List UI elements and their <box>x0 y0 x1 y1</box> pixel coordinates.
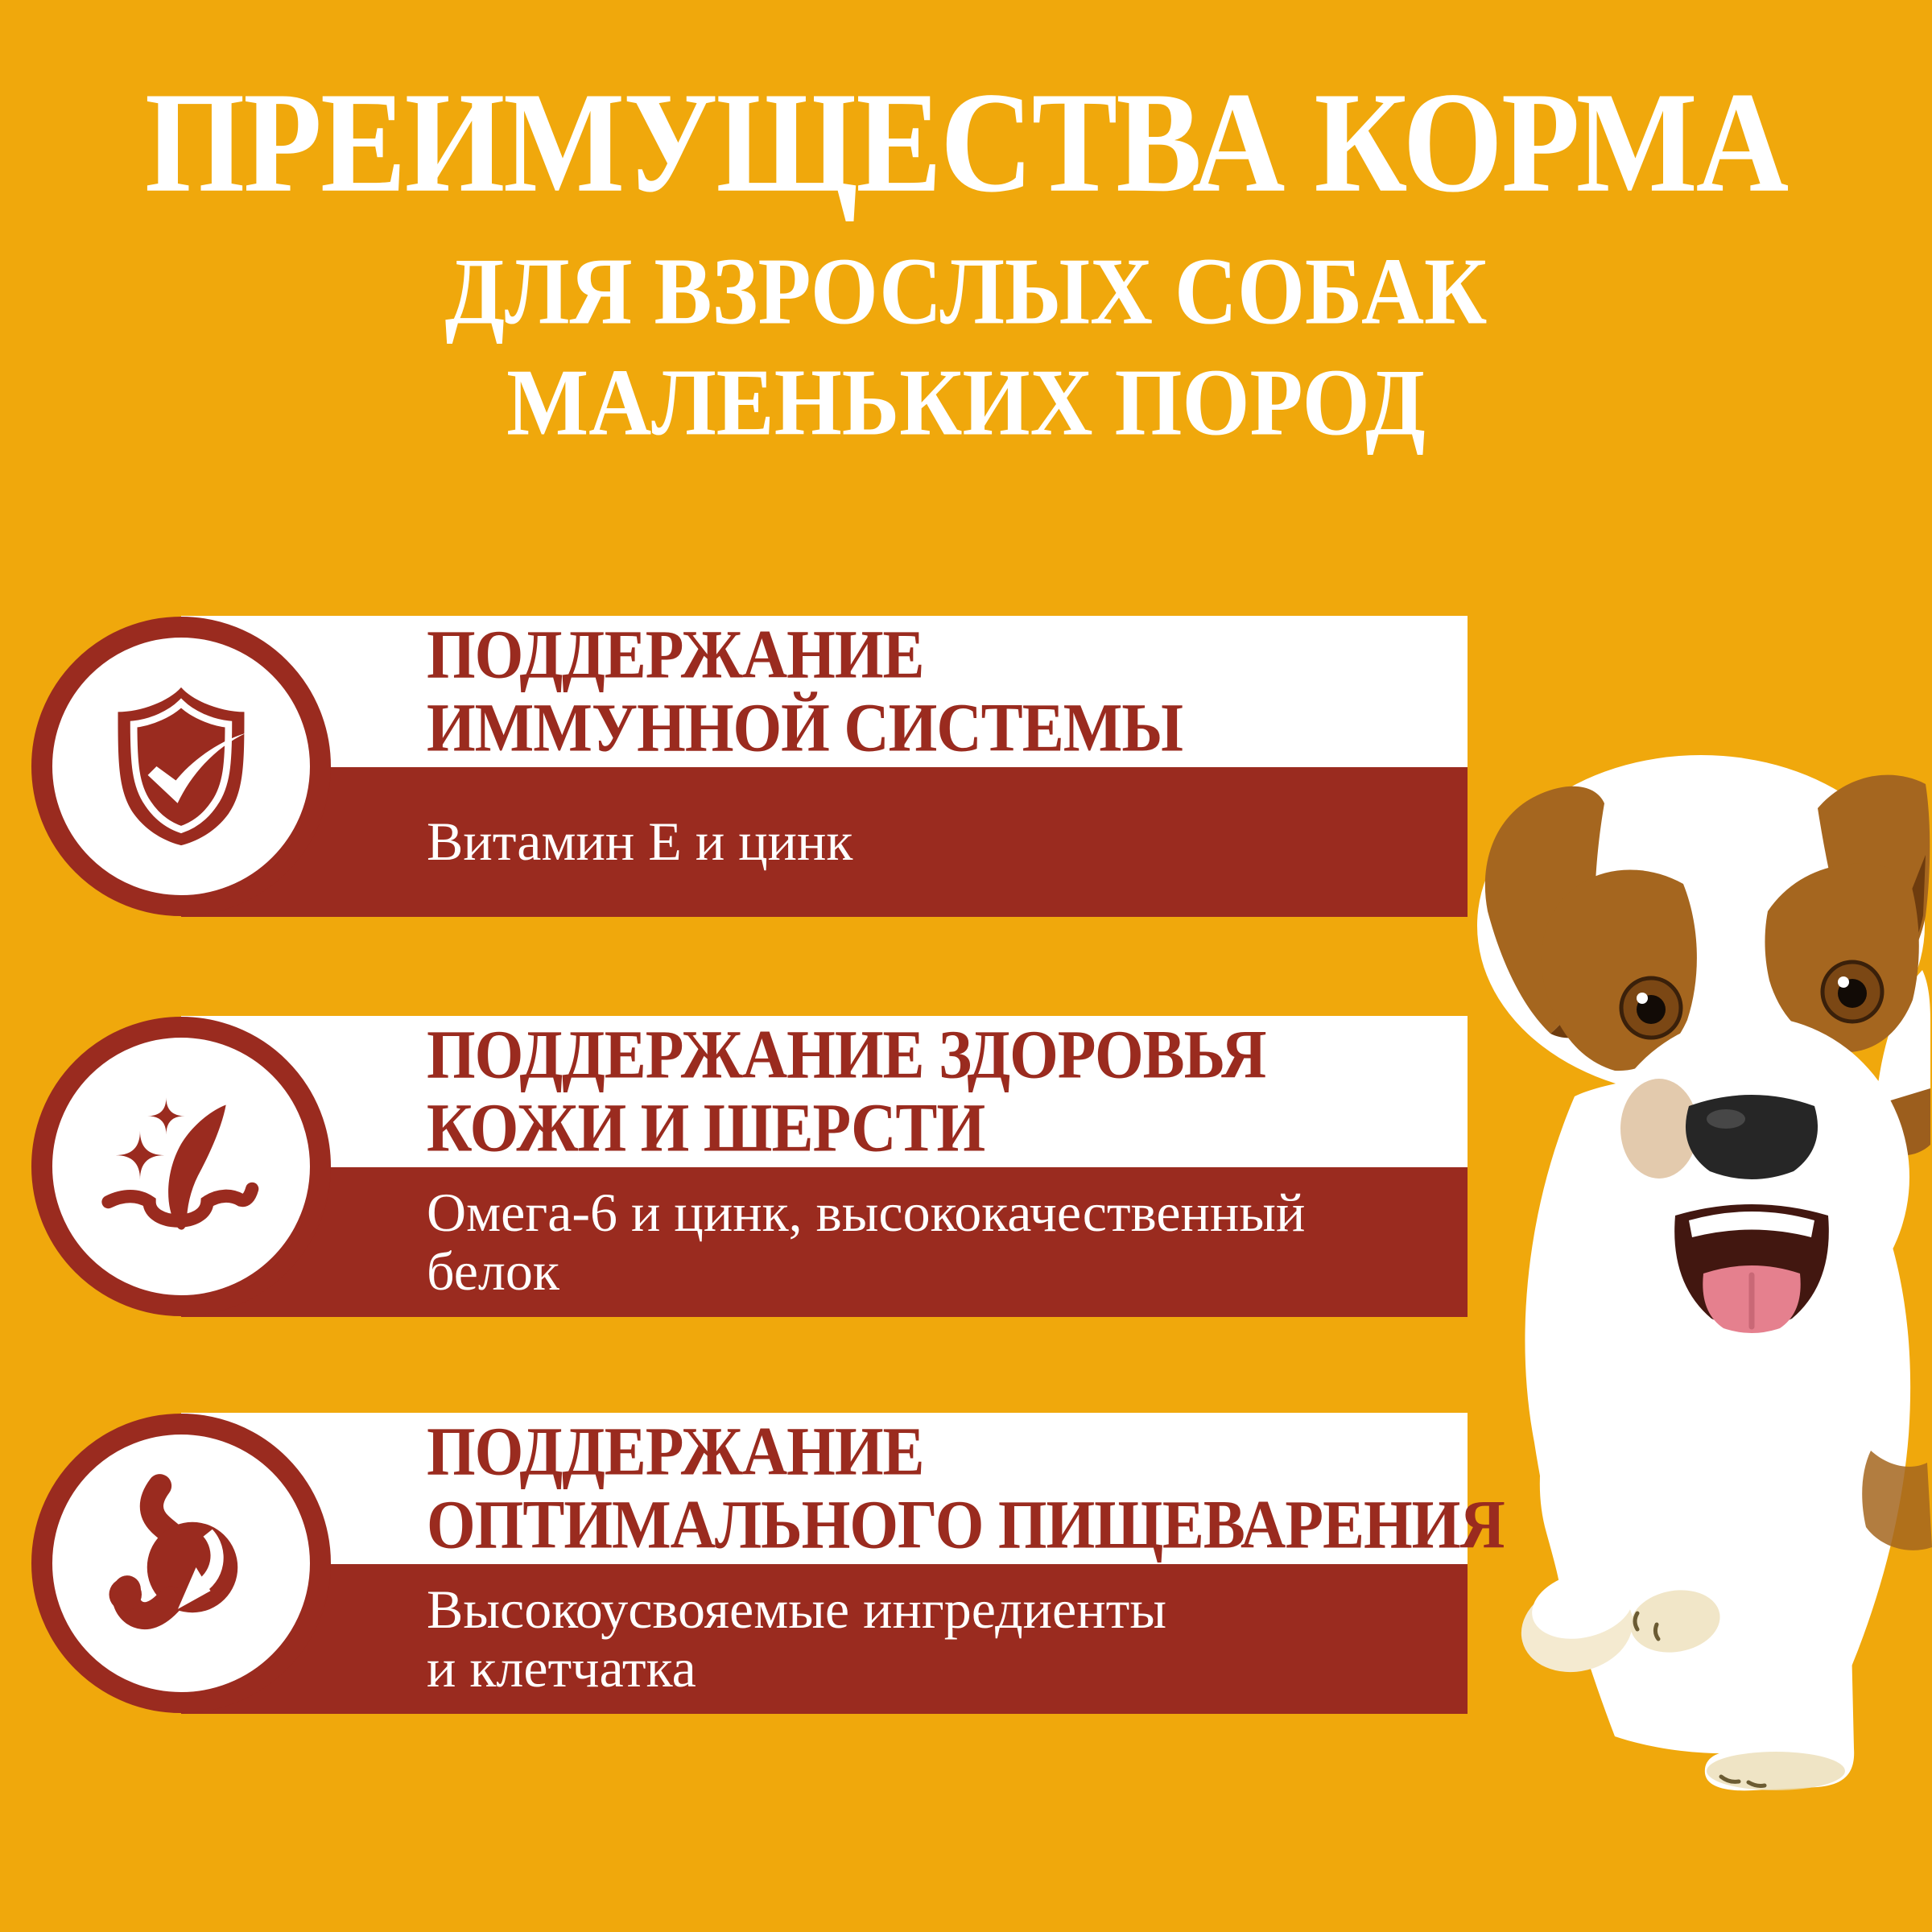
benefit-description-line: и клетчатка <box>427 1637 696 1699</box>
benefit-description-line: Высокоусвояемые ингредиенты <box>427 1578 1167 1640</box>
benefit-card-immune <box>181 616 1468 917</box>
benefit-description-band <box>181 1564 1468 1714</box>
benefit-description-band <box>181 1167 1468 1317</box>
title-line-3: МАЛЕНЬКИХ ПОРОД <box>506 349 1426 456</box>
dog-photo <box>1470 742 1932 1857</box>
benefit-description-band <box>181 767 1468 917</box>
benefit-description <box>427 1183 1468 1302</box>
benefit-heading-line: ПОДДЕРЖАНИЕ ЗДОРОВЬЯ <box>427 1015 1266 1093</box>
benefit-description <box>427 1580 1468 1699</box>
dog-left-eye <box>1621 978 1681 1038</box>
benefit-description-line: Витамин Е и цинк <box>427 811 853 873</box>
benefit-description-line: белок <box>427 1241 559 1302</box>
shield-check-icon <box>93 679 269 854</box>
benefit-heading <box>427 615 1468 766</box>
benefit-heading-line: ПОДДЕРЖАНИЕ <box>427 1412 924 1490</box>
benefit-heading-band <box>181 1016 1468 1167</box>
benefit-heading-line: ПОДДЕРЖАНИЕ <box>427 615 924 693</box>
title-line-2: ДЛЯ ВЗРОСЛЫХ СОБАК <box>444 238 1488 345</box>
benefit-heading-line: ИММУННОЙ СИСТЕМЫ <box>427 688 1183 766</box>
title-line-1: ПРЕИМУЩЕСТВА КОРМА <box>144 61 1788 222</box>
benefit-heading-line: ОПТИМАЛЬНОГО ПИЩЕВАРЕНИЯ <box>427 1485 1505 1563</box>
benefit-heading-band <box>181 616 1468 767</box>
benefit-heading-line: КОЖИ И ШЕРСТИ <box>427 1088 985 1166</box>
page-title <box>0 61 1932 456</box>
benefit-icon-circle <box>31 1414 331 1713</box>
dog-right-eye <box>1823 962 1882 1022</box>
benefit-icon-circle <box>31 1017 331 1316</box>
benefit-card-digestion <box>181 1412 1505 1714</box>
benefit-card-skin-coat <box>181 1016 1468 1317</box>
benefit-heading-band <box>181 1412 1505 1564</box>
benefit-heading <box>427 1015 1468 1166</box>
benefit-icon-circle <box>31 617 331 916</box>
skin-coat-sparkle-icon <box>88 1073 275 1260</box>
benefit-description <box>427 812 1468 871</box>
benefit-description-line: Омега-6 и цинк, высококачественный <box>427 1181 1306 1243</box>
benefit-heading <box>427 1412 1505 1563</box>
stomach-digestion-icon <box>91 1473 272 1654</box>
